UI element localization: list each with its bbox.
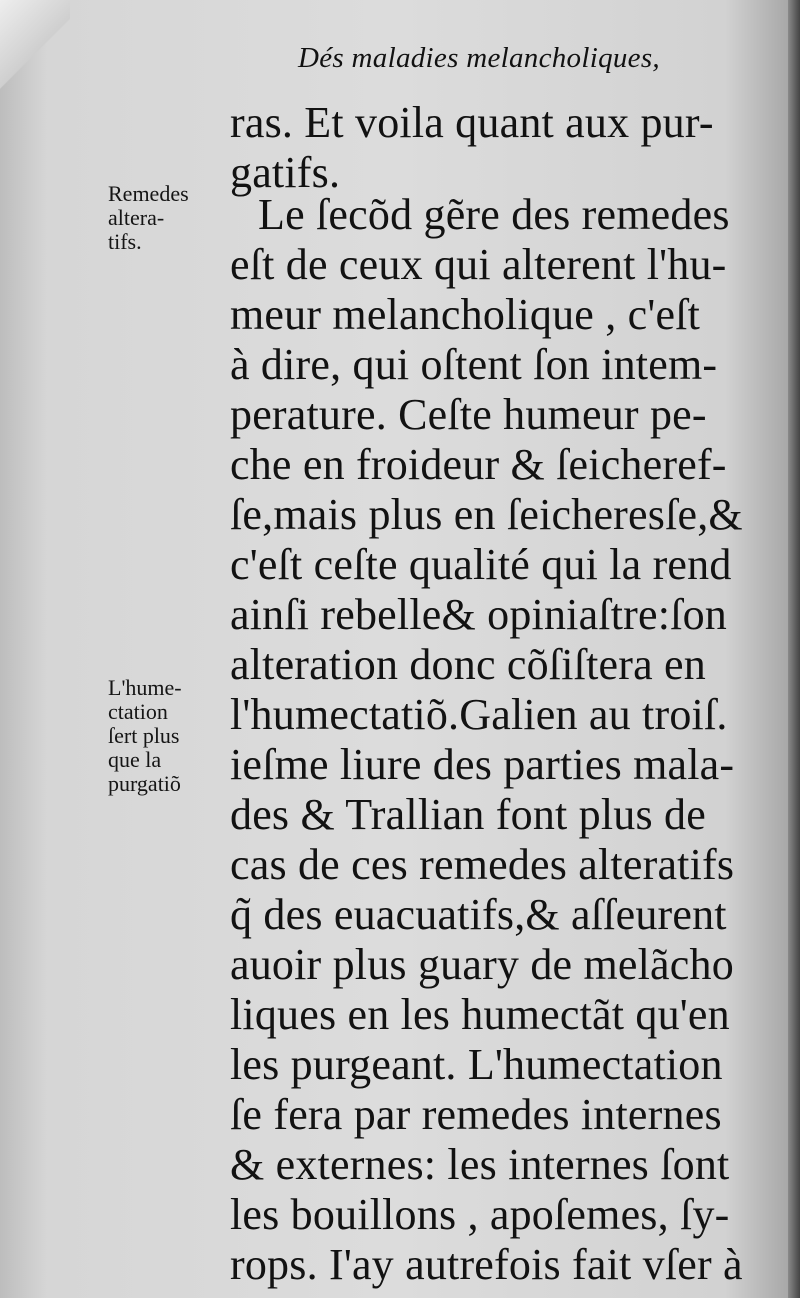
page-edge-shadow [788, 0, 800, 1298]
text-line: & externes: les internes ſont [230, 1140, 730, 1189]
running-title: Dés maladies melancholiques, [298, 42, 660, 74]
text-line: cas de ces remedes alteratifs [230, 840, 735, 889]
text-line: c'eſt ceſte qualité qui la rend [230, 540, 732, 589]
margin-note-line: Remedes [108, 181, 189, 206]
text-line: liques en les humectãt qu'en [230, 990, 730, 1039]
folded-corner [0, 0, 70, 90]
text-line: ſe fera par remedes internes [230, 1090, 722, 1139]
margin-note-line: L'hume- [108, 675, 182, 700]
text-line: des & Trallian font plus de [230, 790, 706, 839]
margin-note-line: que la [108, 747, 162, 772]
text-line: auoir plus guary de melãcho [230, 940, 734, 989]
text-line: ieſme liure des parties mala- [230, 740, 735, 789]
text-line: perature. Ceſte humeur pe- [230, 390, 707, 439]
margin-note-line: tifs. [108, 229, 142, 254]
text-line: à dire, qui oſtent ſon intem- [230, 340, 718, 389]
margin-note-line: ctation [108, 699, 168, 724]
margin-note-line: ſert plus [108, 723, 180, 748]
margin-note-line: purgatiõ [108, 771, 181, 796]
text-line: eſt de ceux qui alterent l'hu- [230, 240, 727, 289]
text-line: meur melancholique , c'eſt [230, 290, 701, 339]
text-line: q̃ des euacuatifs,& aſſeurent [230, 890, 727, 939]
text-line: l'humectatiõ.Galien au troiſ. [230, 690, 728, 739]
text-line: les purgeant. L'humectation [230, 1040, 723, 1089]
text-line: alteration donc cõſiſtera en [230, 640, 706, 689]
text-line: Le ſecõd gẽre des remedes [258, 190, 730, 239]
text-line: ras. Et voila quant aux pur- [230, 98, 714, 147]
text-line: gatifs. [230, 148, 341, 197]
text-line: ſe,mais plus en ſeicheresſe,& [230, 490, 743, 539]
text-line: les bouillons , apoſemes, ſy- [230, 1190, 730, 1239]
text-line: che en froideur & ſeicheref- [230, 440, 727, 489]
margin-note-humectation [108, 676, 238, 796]
text-line: rops. I'ay autrefois fait vſer à [230, 1240, 743, 1289]
margin-note-remedes [108, 182, 238, 254]
margin-note-line: altera- [108, 205, 165, 230]
text-line: ainſi rebelle& opiniaſtre:ſon [230, 590, 727, 639]
